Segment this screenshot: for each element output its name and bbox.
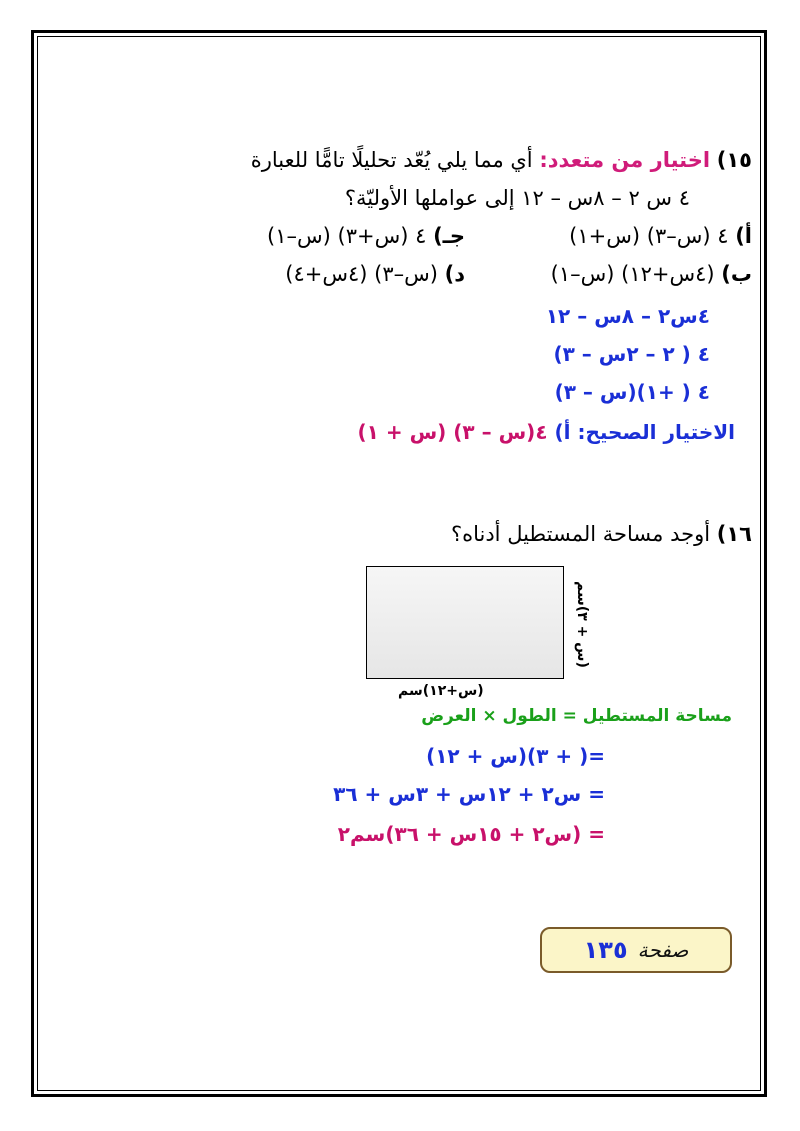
q15-option-b-text: (٤س+١٢) (س–١) bbox=[550, 262, 715, 286]
q15-answer bbox=[358, 420, 735, 444]
q15-option-b-letter: ب) bbox=[721, 262, 752, 286]
q15-answer-value: ٤(س – ٣) (س + ١) bbox=[357, 420, 548, 444]
q15-option-b bbox=[551, 262, 752, 286]
q15-prompt: أي مما يلي يُعّد تحليلًا تامًّا للعبارة bbox=[250, 148, 533, 172]
q16-line bbox=[451, 522, 752, 546]
q15-label: اختيار من متعدد: bbox=[539, 148, 711, 172]
rectangle-figure bbox=[366, 566, 564, 679]
q16-formula: مساحة المستطيل = الطول × العرض bbox=[421, 706, 732, 726]
q16-step-3: = (س٢ + ١٥س + ٣٦)سم٢ bbox=[337, 822, 605, 846]
rectangle-width-label: (س + ٣)سم bbox=[574, 581, 590, 668]
q15-number: ١٥) bbox=[716, 148, 752, 172]
q15-option-d bbox=[285, 262, 465, 286]
q15-option-d-text: (س–٣) (٤س+٤) bbox=[285, 262, 438, 286]
q15-option-c bbox=[267, 224, 465, 248]
q15-work-step-3: ٤ ( +١)(س – ٣) bbox=[554, 380, 710, 404]
q16-step-2: = س٢ + ١٢س + ٣س + ٣٦ bbox=[333, 782, 605, 806]
q16-step-1: =( + ٣)(س + ١٢) bbox=[426, 744, 605, 768]
q15-option-a-text: ٤ (س–٣) (س+١) bbox=[569, 224, 729, 248]
q16-number: ١٦) bbox=[716, 522, 752, 546]
q15-option-c-letter: جـ) bbox=[433, 224, 465, 248]
q16-prompt: أوجد مساحة المستطيل أدناه؟ bbox=[450, 522, 711, 546]
q15-answer-label: الاختيار الصحيح: أ) bbox=[554, 420, 735, 444]
q15-work-step-1: ٤س٢ – ٨س – ١٢ bbox=[545, 304, 710, 328]
q15-option-d-letter: د) bbox=[444, 262, 465, 286]
q15-option-a bbox=[569, 224, 752, 248]
page-number: ١٣٥ bbox=[583, 936, 628, 964]
q15-expression: ٤ س ٢ – ٨س – ١٢ إلى عواملها الأوليّة؟ bbox=[344, 186, 690, 210]
q15-work-step-2: ٤ ( ٢ – ٢س – ٣) bbox=[553, 342, 710, 366]
rectangle-length-label: (س+١٢)سم bbox=[398, 683, 484, 699]
q15-option-c-text: ٤ (س+٣) (س–١) bbox=[267, 224, 427, 248]
page-word: صفحة bbox=[637, 938, 689, 962]
page-number-badge bbox=[540, 927, 732, 973]
q15-line1 bbox=[251, 148, 752, 172]
q15-option-a-letter: أ) bbox=[735, 224, 752, 248]
